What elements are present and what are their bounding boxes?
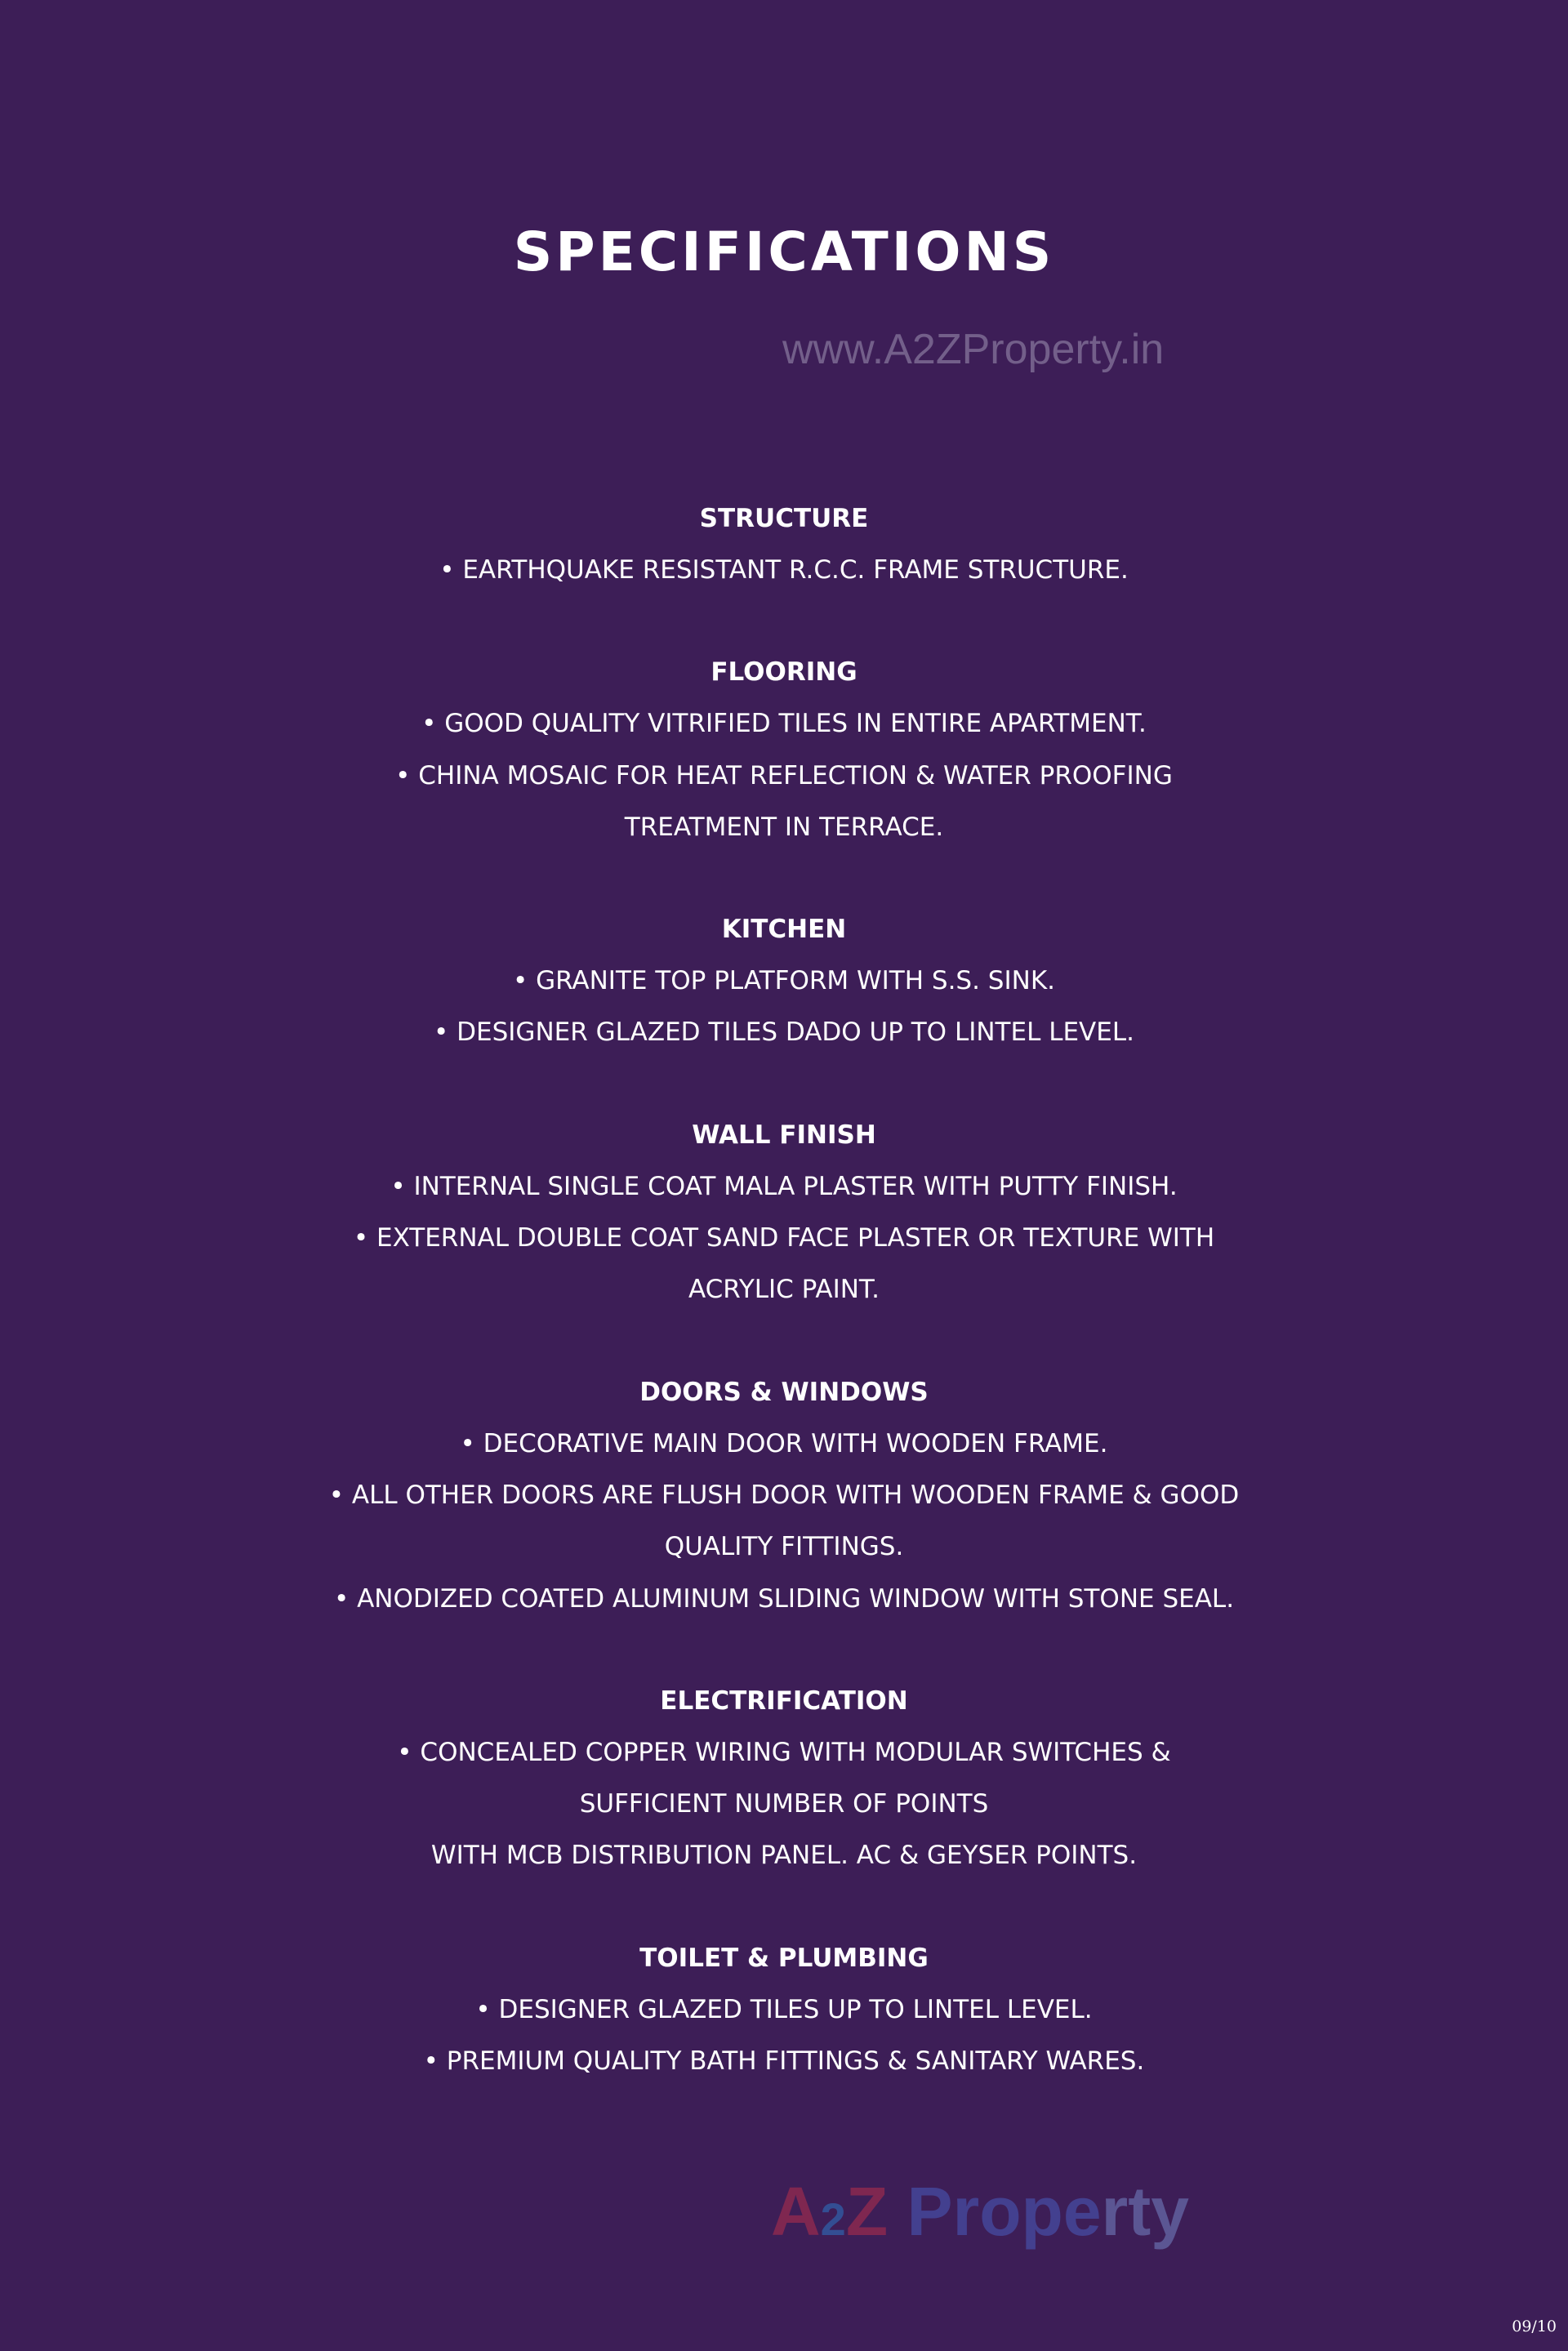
spec-item: • ANODIZED COATED ALUMINUM SLIDING WINDOW WITH STONE SEAL. [333,1583,1235,1614]
spec-item: • EXTERNAL DOUBLE COAT SAND FACE PLASTER OR TEXTURE WITH [353,1223,1215,1253]
section-heading: WALL FINISH [692,1120,876,1150]
logo-word-prope: Prope [906,2173,1102,2250]
logo-letter-a: A [771,2173,821,2250]
spec-section-electrification [0,1676,1568,1882]
spec-item: ACRYLIC PAINT. [688,1275,880,1305]
spec-section-kitchen [0,904,1568,1059]
spec-section-flooring [0,647,1568,853]
logo-word-rty: rty [1101,2173,1189,2250]
spec-section-wall-finish [0,1110,1568,1316]
spec-section-structure [0,493,1568,596]
spec-item: • CHINA MOSAIC FOR HEAT REFLECTION & WATER PROOFING [395,760,1173,790]
spec-item: • GOOD QUALITY VITRIFIED TILES IN ENTIRE APARTMENT. [421,709,1147,739]
spec-item: • DECORATIVE MAIN DOOR WITH WOODEN FRAME. [460,1428,1108,1458]
watermark-logo [771,2172,1189,2251]
spec-item: • PREMIUM QUALITY BATH FITTINGS & SANITARY WARES. [423,2046,1145,2077]
spec-section-toilet-plumbing [0,1933,1568,2088]
spec-item: • ALL OTHER DOORS ARE FLUSH DOOR WITH WOODEN FRAME & GOOD [328,1480,1240,1510]
spec-section-doors-windows [0,1367,1568,1625]
spec-item: SUFFICIENT NUMBER OF POINTS [579,1789,989,1819]
spec-item: QUALITY FITTINGS. [664,1532,904,1562]
section-heading: TOILET & PLUMBING [639,1943,929,1973]
section-heading: KITCHEN [721,915,847,945]
logo-letter-z: Z [845,2173,889,2250]
logo-digit-2: 2 [820,2193,846,2245]
spec-item: • INTERNAL SINGLE COAT MALA PLASTER WITH PUTTY FINISH. [390,1171,1178,1201]
section-heading: ELECTRIFICATION [660,1685,908,1716]
page-number: 09/10 [1512,2318,1557,2335]
spec-item: • DESIGNER GLAZED TILES UP TO LINTEL LEVEL. [475,1994,1093,2024]
spec-item: WITH MCB DISTRIBUTION PANEL. AC & GEYSER POINTS. [430,1841,1138,1871]
spec-item: • GRANITE TOP PLATFORM WITH S.S. SINK. [512,966,1056,996]
spec-item: • CONCEALED COPPER WIRING WITH MODULAR SWITCHES & [397,1737,1171,1767]
page-title: SPECIFICATIONS [513,220,1055,283]
spec-item: TREATMENT IN TERRACE. [624,812,944,842]
specification-list [0,493,1568,2138]
section-heading: DOORS & WINDOWS [639,1377,929,1407]
section-heading: FLOORING [710,657,858,688]
section-heading: STRUCTURE [699,504,869,533]
watermark-url: www.A2ZProperty.in [782,326,1165,373]
spec-item: • EARTHQUAKE RESISTANT R.C.C. FRAME STRUCTURE. [439,555,1129,585]
spec-item: • DESIGNER GLAZED TILES DADO UP TO LINTEL LEVEL. [434,1017,1134,1048]
